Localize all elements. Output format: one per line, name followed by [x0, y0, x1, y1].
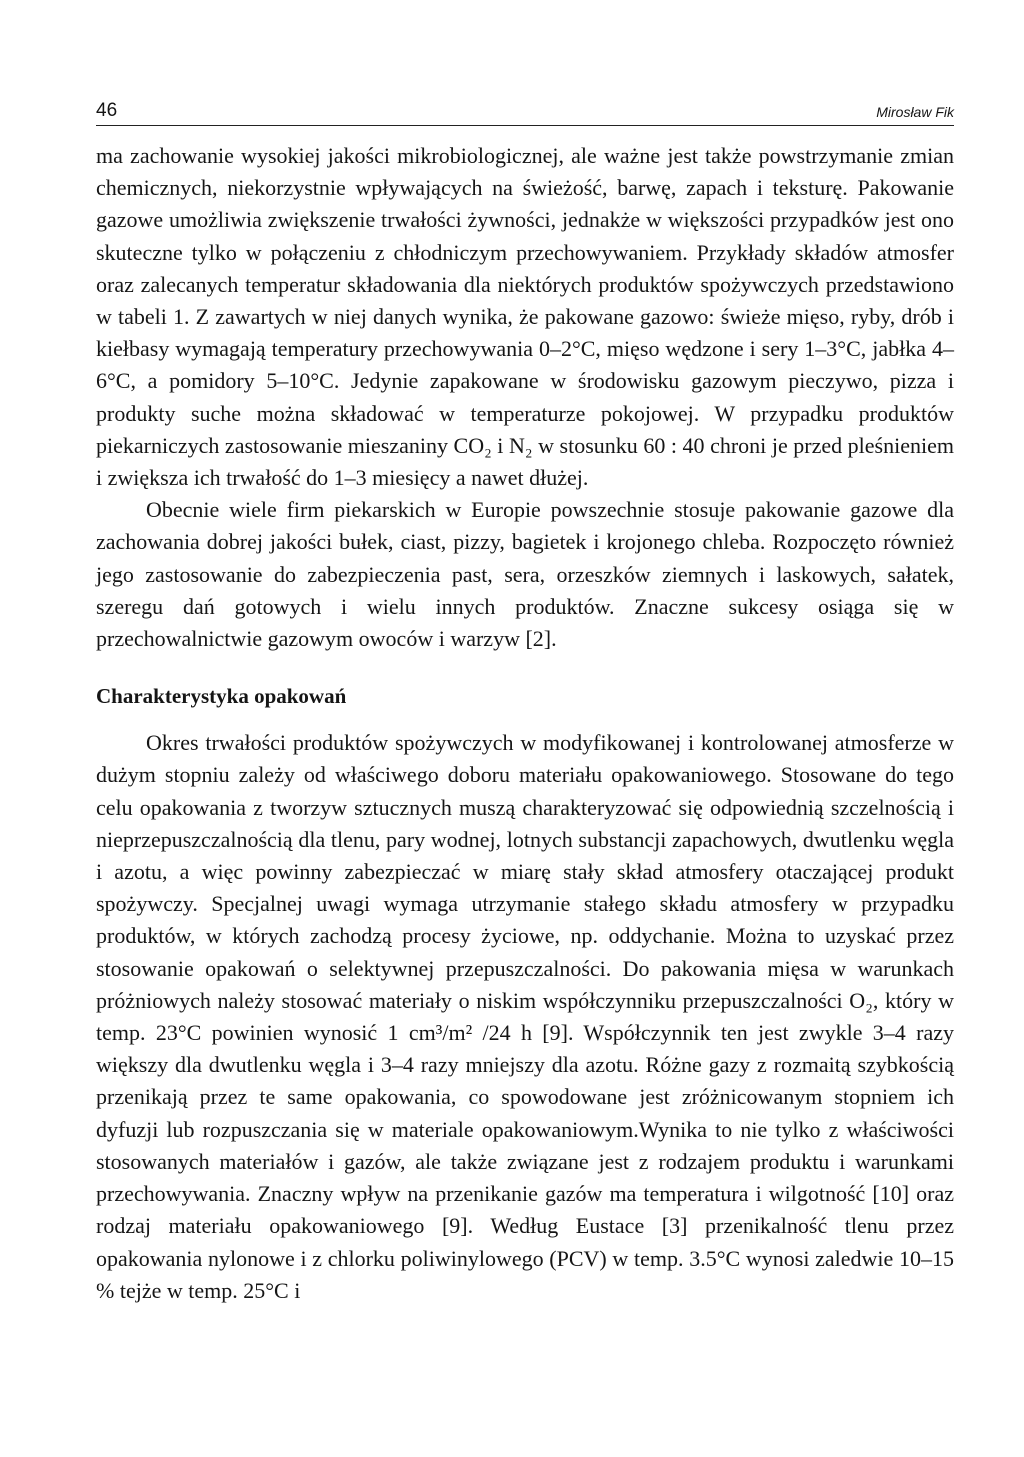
- paragraph-1: ma zachowanie wysokiej jakości mikrobiologicznej, ale ważne jest także powstrzymanie zmian chemicznych, niekorzystnie wpływających na świeżość, barwę, zapach i teksturę. Pakowanie gazowe umożliwia zwiększenie trwałości żywności, jednakże w większości przypadków jest ono skuteczne tylko w połączeniu z chłodniczym przechowywaniem. Przykłady składów atmosfer oraz zalecanych temperatur składowania dla niektórych produktów spożywczych przedstawiono w tabeli 1. Z zawartych w niej danych wynika, że pakowane gazowo: świeże mięso, ryby, drób i kiełbasy wymagają temperatury przechowywania 0–2°C, mięso wędzone i sery 1–3°C, jabłka 4–6°C, a pomidory 5–10°C. Jedynie zapakowane w środowisku gazowym pieczywo, pizza i produkty suche można składować w temperaturze pokojowej. W przypadku produktów piekarniczych zastosowanie mieszaniny CO₂ i N₂ w stosunku 60 : 40 chroni je przed pleśnieniem i zwiększa ich trwałość do 1–3 miesięcy a nawet dłużej.: [96, 143, 954, 491]
- section-heading: Charakterystyka opakowań: [96, 684, 347, 709]
- paragraph-2: Obecnie wiele firm piekarskich w Europie powszechnie stosuje pakowanie gazowe dla zachowania dobrej jakości bułek, ciast, pizzy, bagietek i krojonego chleba. Rozpoczęto również jego zastosowanie do zabezpieczenia past, sera, orzeszków ziemnych i laskowych, sałatek, szeregu dań gotowych i wielu innych produktów. Znaczne sukcesy osiąga się w przechowalnictwie gazowym owoców i warzyw [2].: [96, 497, 954, 652]
- page-number: 46: [96, 100, 118, 121]
- paragraph-3: Okres trwałości produktów spożywczych w modyfikowanej i kontrolowanej atmosferze w dużym stopniu zależy od właściwego doboru materiału opakowaniowego. Stosowane do tego celu opakowania z tworzyw sztucznych muszą charakteryzować się odpowiednią szczelnością i nieprzepuszczalnością dla tlenu, pary wodnej, lotnych substancji zapachowych, dwutlenku węgla i azotu, a więc powinny zabezpieczać w miarę stały skład atmosfery otaczającej produkt spożywczy. Specjalnej uwagi wymaga utrzymanie stałego składu atmosfery w przypadku produktów, w których zachodzą procesy życiowe, np. oddychanie. Można to uzyskać przez stosowanie opakowań o selektywnej przepuszczalności. Do pakowania mięsa w warunkach próżniowych należy stosować materiały o niskim współczynniku przepuszczalności O₂, który w temp. 23°C powinien wynosić 1 cm³/m² /24 h [9]. Współczynnik ten jest zwykle 3–4 razy większy dla dwutlenku węgla i 3–4 razy mniejszy dla azotu. Różne gazy z rozmaitą szybkością przenikają przez te same opakowania, co spowodowane jest zróżnicowanym stopniem ich dyfuzji lub rozpuszczania się w materiale opakowaniowym.Wynika to nie tylko z właściwości stosowanych materiałów i gazów, ale także związane jest z rodzajem produktu i warunkami przechowywania. Znaczny wpływ na przenikanie gazów ma temperatura i wilgotność [10] oraz rodzaj materiału opakowaniowego [9]. Według Eustace [3] przenikalność tlenu przez opakowania nylonowe i z chlorku poliwinylowego (PCV) w temp. 3.5°C wynosi zaledwie 10–15 % tejże w temp. 25°C i: [96, 730, 954, 1303]
- running-author: Mirosław Fik: [876, 104, 954, 120]
- body-text: [96, 140, 954, 1307]
- running-header: [96, 97, 954, 126]
